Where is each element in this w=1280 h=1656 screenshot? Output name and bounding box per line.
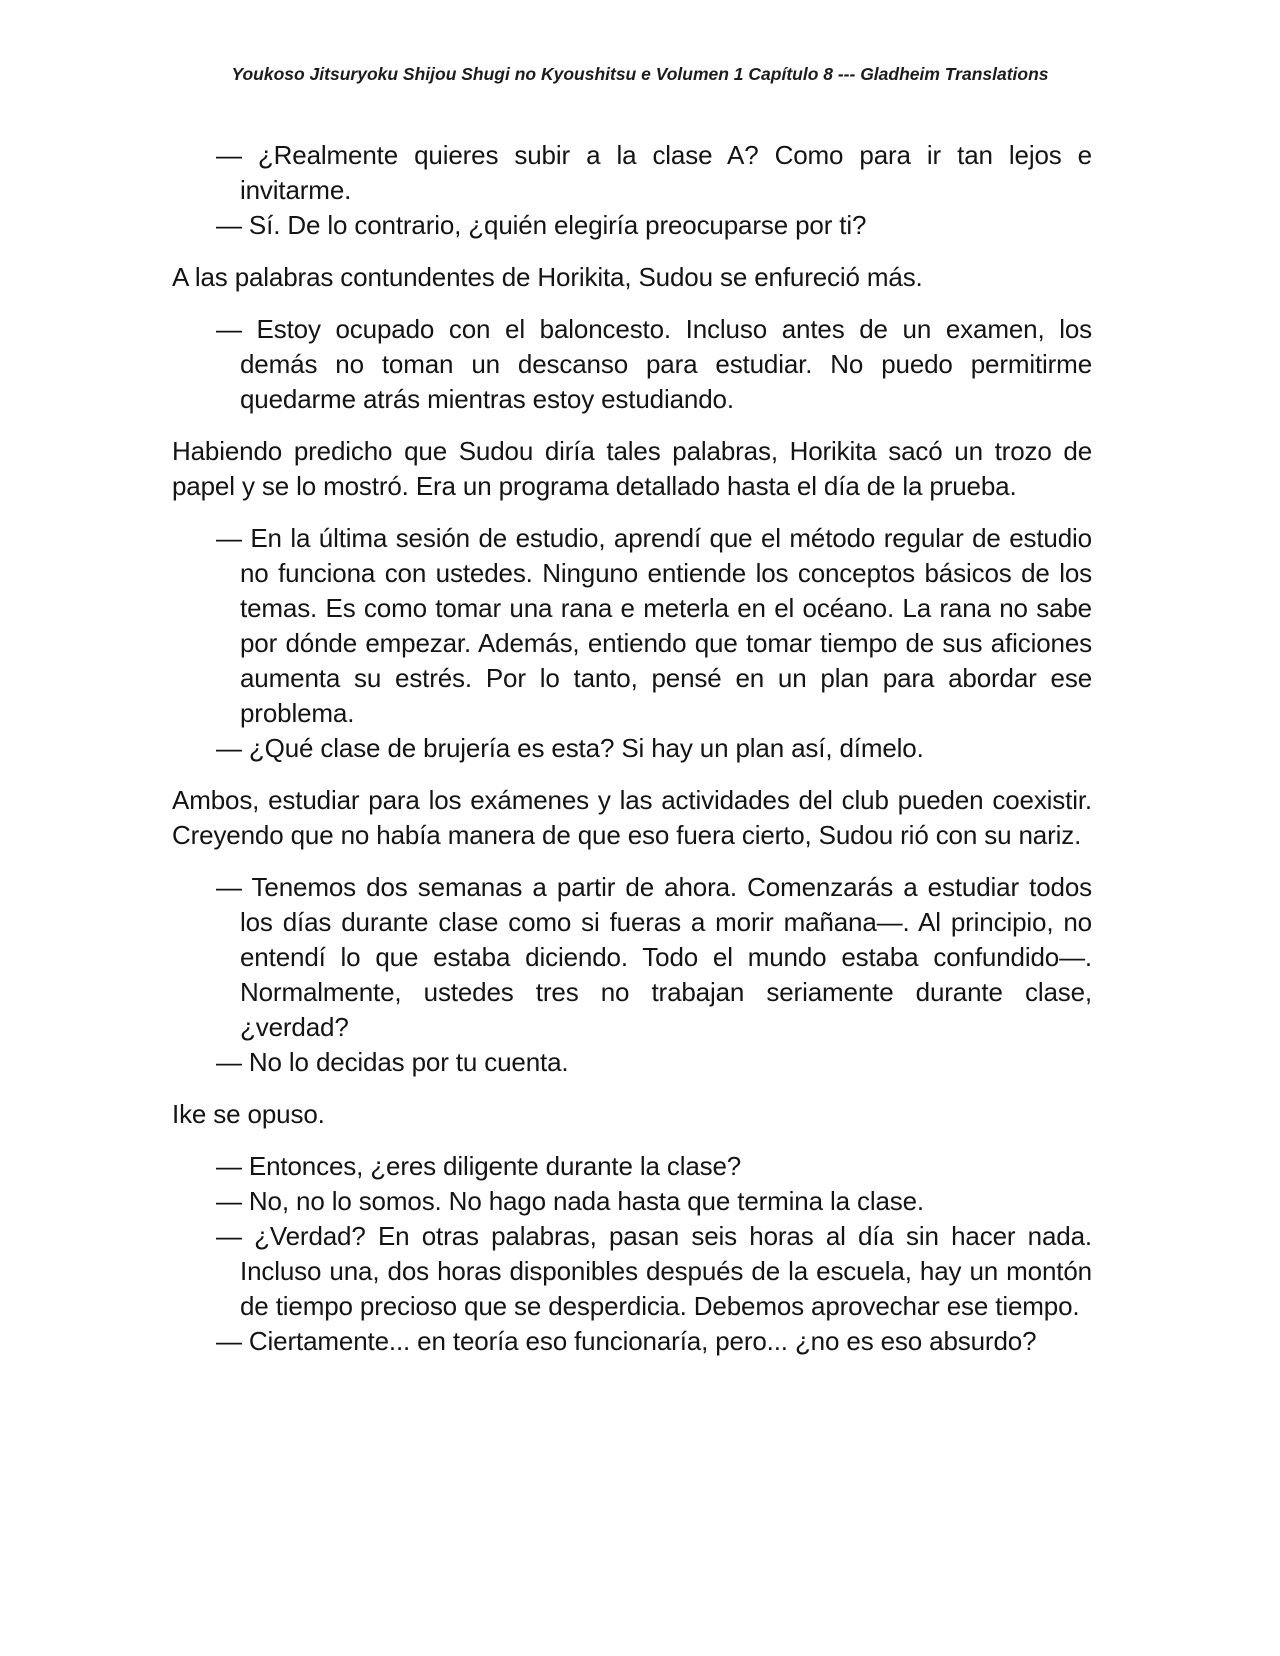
dialogue-line: — Entonces, ¿eres diligente durante la clase?: [216, 1151, 742, 1181]
narration-paragraph: Ike se opuso.: [172, 1099, 325, 1129]
dialogue-line: — Ciertamente... en teoría eso funcionaría, pero... ¿no es eso absurdo?: [216, 1326, 1037, 1356]
page-header: Youkoso Jitsuryoku Shijou Shugi no Kyoushitsu e Volumen 1 Capítulo 8 --- Gladheim Translations: [231, 64, 1049, 84]
dialogue-line: — No, no lo somos. No hago nada hasta que termina la clase.: [216, 1186, 925, 1216]
dialogue-line: — En la última sesión de estudio, aprendí que el método regular de estudio no funciona con ustedes. Ninguno entiende los conceptos básicos de los temas. Es como tomar una rana e meterla en el océano. La rana no sabe por dónde empezar. Además, entiendo que tomar tiempo de sus aficiones aumenta su estrés. Por lo tanto, pensé en un plan para abordar ese problema.: [216, 523, 1092, 728]
dialogue-line: — ¿Qué clase de brujería es esta? Si hay un plan así, dímelo.: [216, 733, 924, 763]
narration-paragraph: A las palabras contundentes de Horikita, Sudou se enfureció más.: [172, 262, 923, 292]
dialogue-line: — Estoy ocupado con el baloncesto. Incluso antes de un examen, los demás no toman un descanso para estudiar. No puedo permitirme quedarme atrás mientras estoy estudiando.: [216, 314, 1092, 414]
narration-paragraph: Ambos, estudiar para los exámenes y las actividades del club pueden coexistir. Creyendo que no había manera de que eso fuera cierto, Sudou rió con su nariz.: [172, 785, 1092, 850]
dialogue-line: — Tenemos dos semanas a partir de ahora. Comenzarás a estudiar todos los días durante clase como si fueras a morir mañana—. Al principio, no entendí lo que estaba diciendo. Todo el mundo estaba confundido—. Normalmente, ustedes tres no trabajan seriamente durante clase, ¿verdad?: [216, 872, 1092, 1042]
narration-paragraph: Habiendo predicho que Sudou diría tales palabras, Horikita sacó un trozo de papel y se lo mostró. Era un programa detallado hasta el día de la prueba.: [172, 436, 1092, 501]
dialogue-line: — ¿Verdad? En otras palabras, pasan seis horas al día sin hacer nada. Incluso una, dos horas disponibles después de la escuela, hay un montón de tiempo precioso que se desperdicia. Debemos aprovechar ese tiempo.: [216, 1221, 1092, 1321]
dialogue-line: — No lo decidas por tu cuenta.: [216, 1047, 569, 1077]
page-body: [172, 138, 1092, 1359]
dialogue-line: — Sí. De lo contrario, ¿quién elegiría preocuparse por ti?: [216, 210, 867, 240]
dialogue-line: — ¿Realmente quieres subir a la clase A? Como para ir tan lejos e invitarme.: [216, 140, 1092, 205]
